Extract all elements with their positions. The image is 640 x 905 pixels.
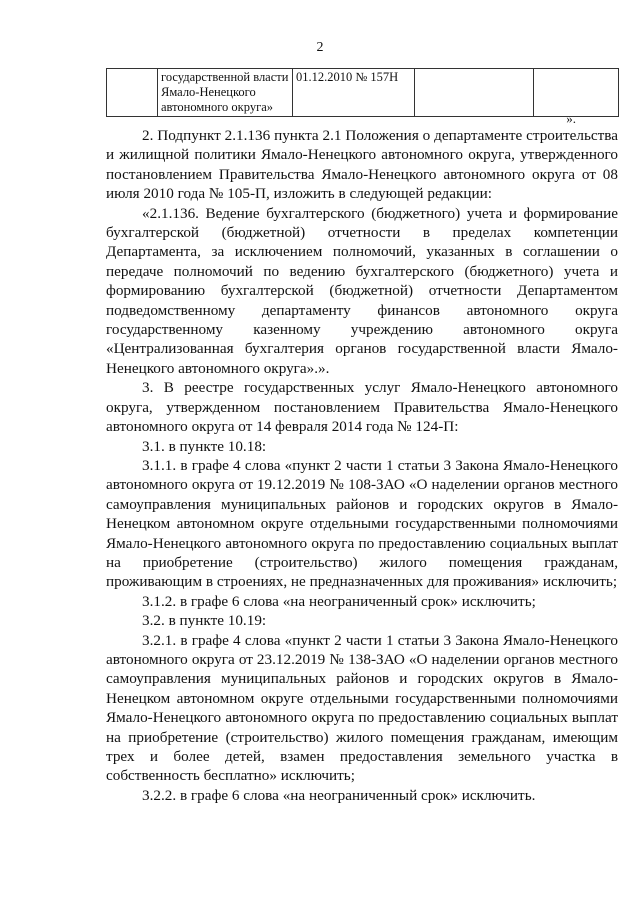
paragraph-3-2-2: 3.2.2. в графе 6 слова «на неограниченный срок» исключить. [142,786,536,804]
table-cell-date: 01.12.2010 № 157Н [293,69,415,117]
table-cell-empty-2 [415,69,534,117]
paragraph-3-1-1: 3.1.1. в графе 4 слова «пункт 2 части 1 статьи 3 Закона Ямало-Ненецкого автономного округа от 19.12.2019 № 108-ЗАО «О наделении органов местного самоуправления муниципальных районов и городских округов в Ямало-Ненецком автономном округе отдельными государственными полномочиями Ямало-Ненецкого автономного округа по предоставлению социальных выплат на приобретение (строительство) жилого помещения гражданам, проживающим в строениях, не предназначенных для проживания» исключить; [106,456,618,591]
paragraph-3-1-2: 3.1.2. в графе 6 слова «на неограниченный срок» исключить; [142,592,536,610]
table-row [107,69,619,117]
table-fragment [106,68,619,117]
paragraph-3-2-1: 3.2.1. в графе 4 слова «пункт 2 части 1 статьи 3 Закона Ямало-Ненецкого автономного округа от 23.12.2019 № 138-ЗАО «О наделении органов местного самоуправления муниципальных районов и городских округов в Ямало-Ненецком автономном округе отдельными государственными полномочиями Ямало-Ненецкого автономного округа по предоставлению социальных выплат на приобретение (строительство) жилого помещения гражданам, имеющим трех и более детей, взамен предоставления земельного участка в собственность бесплатно» исключить; [106,631,618,785]
page-number: 2 [316,40,324,55]
paragraph-2-quote: «2.1.136. Ведение бухгалтерского (бюджетного) учета и формирование бухгалтерской (бюджетной) отчетности в пределах компетенции Департамента, за исключением полномочий, указанных в соглашении о передаче полномочий по ведению бухгалтерского (бюджетного) учета и формированию бухгалтерской (бюджетной) отчетности Департаментом подведомственному департаменту финансов автономного округа государственному казенному учреждению автономного округа «Централизованная бухгалтерия органов государственной власти Ямало-Ненецкого автономного округа».». [106,204,618,377]
paragraph-3-2: 3.2. в пункте 10.19: [142,612,267,630]
paragraph-2: 2. Подпункт 2.1.136 пункта 2.1 Положения о департаменте строительства и жилищной политики Ямало-Ненецкого автономного округа, утвержденного постановлением Правительства Ямало-Ненецкого автономного округа от 08 июля 2010 года № 105-П, изложить в следующей редакции: [106,127,618,203]
paragraph-3-1: 3.1. в пункте 10.18: [142,437,267,455]
table-cell-empty-3 [534,69,619,117]
table-cell-empty-1 [107,69,158,117]
table-cell-name: государственной власти Ямало-Ненецкого автономного округа» [158,69,293,117]
paragraph-3: 3. В реестре государственных услуг Ямало-Ненецкого автономного округа, утвержденном постановлением Правительства Ямало-Ненецкого автономного округа от 14 февраля 2014 года № 124-П: [106,379,618,436]
document-body [106,126,618,805]
quote-close-mark: ». [566,111,576,126]
